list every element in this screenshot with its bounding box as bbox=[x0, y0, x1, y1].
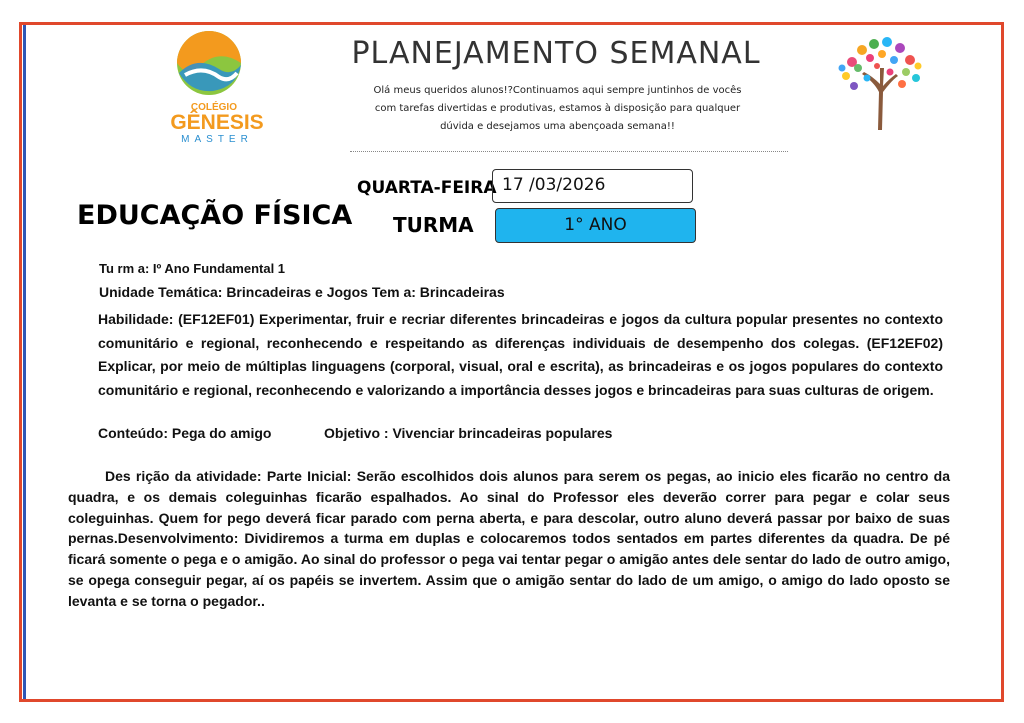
date-field: 17 /03/2026 bbox=[492, 169, 693, 203]
class-field: 1° ANO bbox=[495, 208, 696, 243]
logo-line3: MASTER bbox=[181, 134, 253, 145]
header-divider bbox=[350, 151, 788, 152]
page-title: PLANEJAMENTO SEMANAL bbox=[351, 36, 761, 71]
content-line: Conteúdo: Pega do amigo bbox=[98, 425, 272, 441]
activity-description: Des rição da atividade: Parte Inicial: Serão escolhidos dois alunos para serem os pegas, ao inicio eles ficarão no centro da quadra, e os demais coleguinhas ficarão espalhados. Ao sinal do Professor eles deverão correr para pegar e colar seus coleguinhas. Quem for pego deverá ficar parado com perna aberta, e para descolar, outro aluno deverá passar por baixo de suas pernas.Desenvolvimento: Dividiremos a turma em duplas e colocaremos todos sentados em partes diferentes da quadra. De pé ficará somente o pega e o amigão. Ao sinal do professor o pega vai tentar pegar o amigão antes dele sentar do lado de outro amigo, se opega conseguir pegar, aí os papéis se invertem. Assim que o amigão sentar do lado de um amigo, o amigo do lado oposto se levanta e se torna o pegador.. bbox=[68, 468, 950, 609]
logo-line1: COLÉGIO bbox=[190, 102, 237, 113]
objective-line: Objetivo : Vivenciar brincadeiras populares bbox=[324, 425, 613, 441]
page-border-accent bbox=[23, 25, 26, 699]
class-line: Tu rm a: Iº Ano Fundamental 1 bbox=[99, 261, 286, 276]
logo-line2: GÊNESIS bbox=[170, 111, 264, 134]
school-logo-icon bbox=[157, 25, 281, 149]
weekday-label: QUARTA-FEIRA bbox=[357, 178, 497, 198]
skills-paragraph: Habilidade: (EF12EF01) Experimentar, fruir e recriar diferentes brincadeiras e jogos da cultura popular presentes no contexto comunitário e regional, reconhecendo e respeitando as diferenças individuais de desempenho dos colegas. (EF12EF02) Explicar, por meio de múltiplas linguagens (corporal, visual, oral e escrita), as brincadeiras e os jogos populares do contexto comunitário e regional, reconhecendo e valorizando a importância desses jogos e brincadeiras para suas culturas de origem. bbox=[98, 311, 943, 398]
thematic-unit: Unidade Temática: Brincadeiras e Jogos Tem a: Brincadeiras bbox=[99, 284, 505, 300]
class-label: TURMA bbox=[393, 213, 474, 237]
subject-heading: EDUCAÇÃO FÍSICA bbox=[77, 200, 353, 231]
colorful-tree-icon bbox=[832, 32, 928, 132]
greeting-text: Olá meus queridos alunos!?Continuamos aqui sempre juntinhos de vocês com tarefas divertidas e produtivas, estamos à disposição para qualquer dúvida e desejamos uma abençoada semana!! bbox=[373, 85, 742, 132]
